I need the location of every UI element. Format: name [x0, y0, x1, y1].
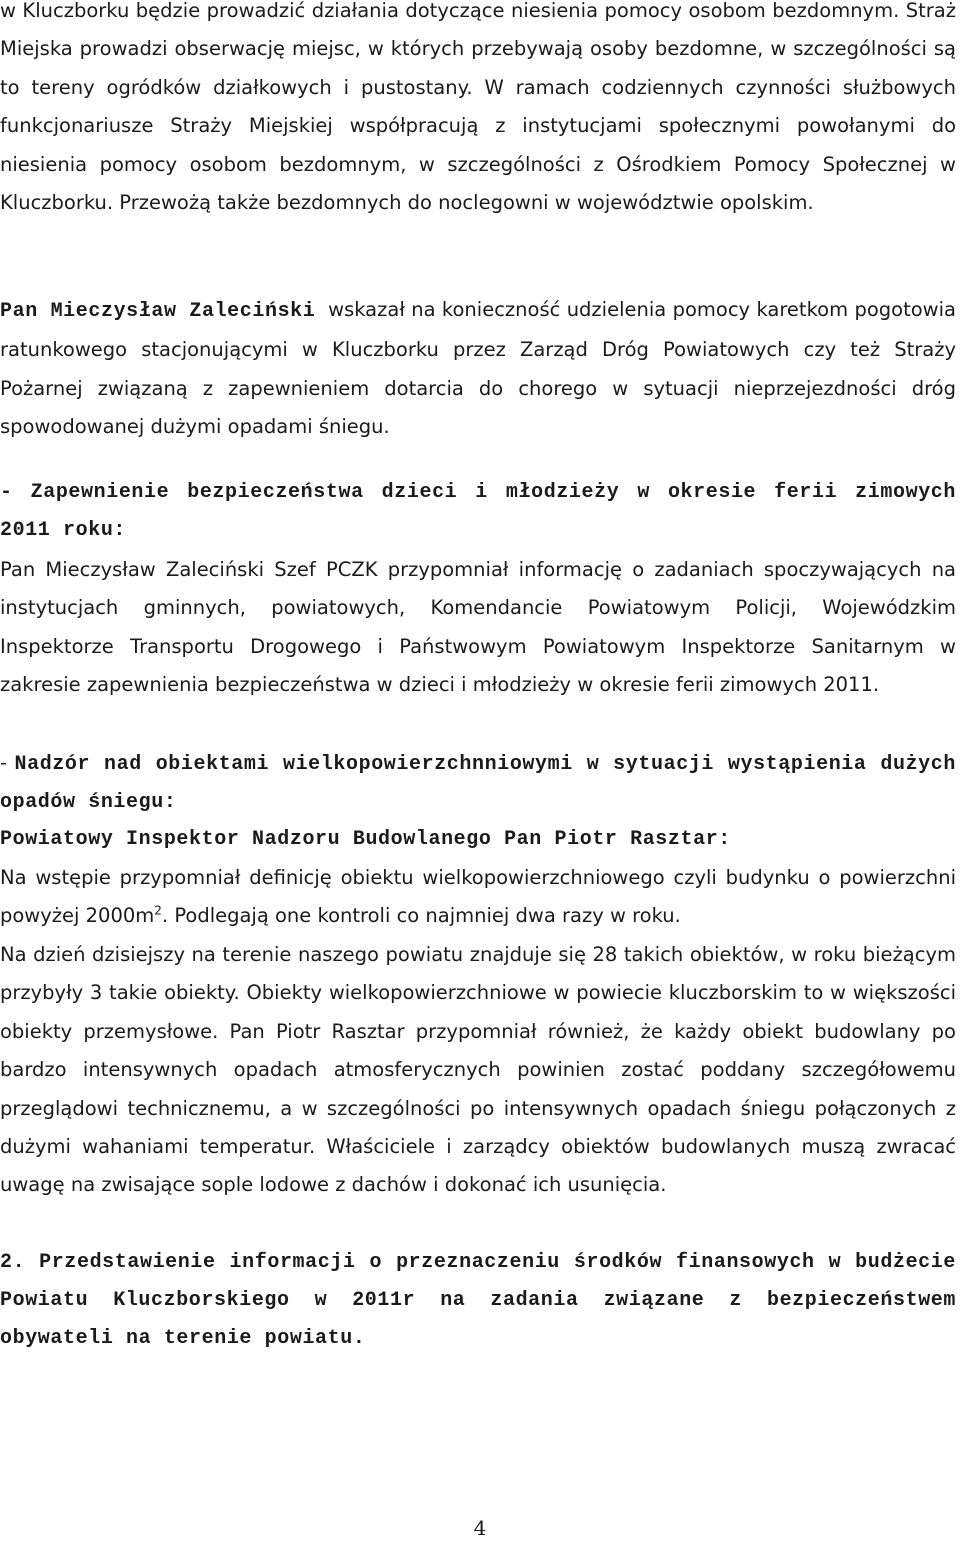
heading-budget: 2. Przedstawienie informacji o przeznaczeniu środków finansowych w budżecie Powiatu Kluczborskiego w 2011r na zadania związane z bezpieczeństwem obywateli na terenie powiatu. — [0, 1251, 956, 1350]
page-number: 4 — [473, 1516, 487, 1540]
zalecinski-paragraph — [0, 291, 956, 447]
inspector-paragraph-1 — [0, 859, 956, 936]
intro-paragraph: w Kluczborku będzie prowadzić działania dotyczące niesienia pomocy osobom bezdomnym. Straż Miejska prowadzi obserwację miejsc, w których przebywają osoby bezdomne, w szczególności są to tereny ogródków działkowych i pustostany. W ramach codziennych czynności służbowych funkcjonariusze Straży Miejskiej współpracują z instytucjami społecznymi powołanymi do niesienia pomocy osobom bezdomnym, w szczególności z Ośrodkiem Pomocy Społecznej w Kluczborku. Przewożą także bezdomnych do noclegowni w województwie opolskim. — [0, 0, 956, 215]
inspector-p1-before: Na wstępie przypomniał definicję obiektu wielkopowierzchniowego czyli budynku o powierzchni powyżej 2000m — [0, 866, 956, 928]
heading-dash: - — [0, 751, 15, 774]
inspector-label: Powiatowy Inspektor Nadzoru Budowlanego Pan Piotr Rasztar: — [0, 828, 731, 851]
heading-winter-safety: - Zapewnienie bezpieczeństwa dzieci i młodzieży w okresie ferii zimowych 2011 roku: — [0, 481, 956, 542]
winter-paragraph: Pan Mieczysław Zaleciński Szef PCZK przypomniał informację o zadaniach spoczywających na instytucjach gminnych, powiatowych, Komendancie Powiatowym Policji, Wojewódzkim Inspektorze Transportu Drogowego i Państwowym Powiatowym Inspektorze Sanitarnym w zakresie zapewnienia bezpieczeństwa w dzieci i młodzieży w okresie ferii zimowych 2011. — [0, 558, 956, 697]
inspector-p1-superscript: 2 — [154, 903, 162, 918]
heading-supervision-text: Nadzór nad obiektami wielkopowierzchnniowymi w sytuacji wystąpienia dużych opadów śniegu: — [0, 753, 956, 814]
heading-building-supervision — [0, 744, 956, 822]
inspector-p1-after: . Podlegają one kontroli co najmniej dwa razy w roku. — [161, 904, 681, 928]
zalecinski-name: Pan Mieczysław Zaleciński — [0, 300, 316, 323]
zalecinski-text: wskazał na konieczność udzielenia pomocy karetkom pogotowia ratunkowego stacjonującymi w Kluczborku przez Zarząd Dróg Powiatowych czy też Straży Pożarnej związaną z zapewnieniem dotarcia do chorego w sytuacji nieprzejezdności dróg spowodowanej dużymi opadami śniegu. — [0, 298, 956, 439]
inspector-paragraph-2: Na dzień dzisiejszy na terenie naszego powiatu znajduje się 28 takich obiektów, w roku bieżącym przybyły 3 takie obiekty. Obiekty wielkopowierzchniowe w powiecie kluczborskim to w większości obiekty przemysłowe. Pan Piotr Rasztar przypomniał również, że każdy obiekt budowlany po bardzo intensywnych opadach atmosferycznych powinien zostać poddany szczegółowemu przeglądowi technicznemu, a w szczególności po intensywnych opadach śniegu połączonych z dużymi wahaniami temperatur. Właściciele i zarządcy obiektów budowlanych muszą zwracać uwagę na zwisające sople lodowe z dachów i dokonać ich usunięcia. — [0, 943, 956, 1197]
